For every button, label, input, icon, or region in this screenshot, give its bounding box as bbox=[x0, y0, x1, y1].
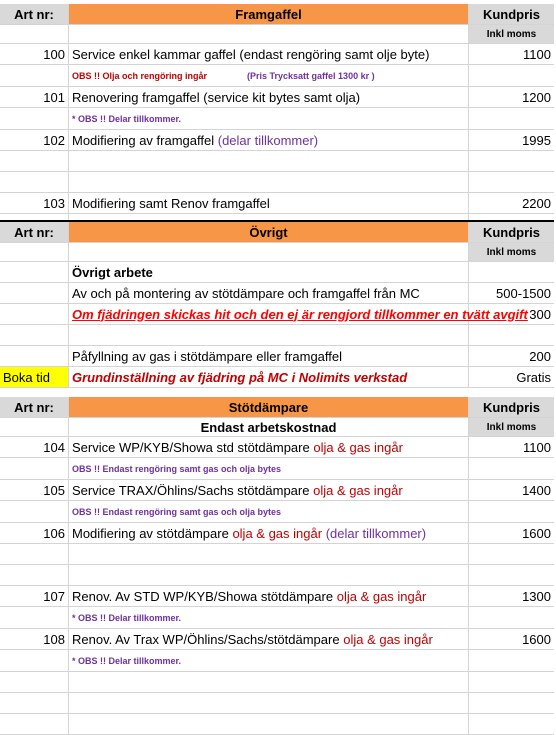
header-price: Kundpris bbox=[469, 221, 555, 243]
empty-row bbox=[0, 544, 554, 565]
row-art: 100 bbox=[0, 44, 69, 65]
row-desc bbox=[69, 480, 469, 501]
row-desc-text: Modifiering av stötdämpare bbox=[72, 525, 229, 541]
empty-row bbox=[0, 714, 554, 735]
note-purple: (Pris Trycksatt gaffel 1300 kr ) bbox=[247, 71, 375, 81]
row-desc bbox=[69, 437, 469, 458]
table-row bbox=[0, 304, 554, 325]
row-desc: Grundinställning av fjädring på MC i Nolimits verkstad bbox=[69, 367, 469, 388]
row-note bbox=[69, 65, 469, 87]
row-price: 200 bbox=[469, 346, 555, 367]
empty-row bbox=[0, 693, 554, 714]
subheader-row bbox=[0, 25, 554, 44]
row-accent: olja & gas ingår bbox=[343, 631, 433, 647]
table-row bbox=[0, 130, 554, 151]
subheader-row bbox=[0, 418, 554, 437]
note-purple: OBS !! Endast rengöring samt gas och olja bytes bbox=[72, 464, 282, 474]
header-price-sub: Inkl moms bbox=[469, 243, 555, 262]
table-row bbox=[0, 283, 554, 304]
row-note bbox=[69, 650, 469, 672]
note-row bbox=[0, 458, 554, 480]
note-row bbox=[0, 501, 554, 523]
header-row-ovrigt bbox=[0, 221, 554, 243]
row-art: 103 bbox=[0, 193, 69, 214]
note-row bbox=[0, 108, 554, 130]
row-desc: Om fjädringen skickas hit och den ej är rengjord tillkommer en tvätt avgift bbox=[69, 304, 469, 325]
table-row bbox=[0, 629, 554, 650]
row-accent: olja & gas ingår bbox=[313, 439, 403, 455]
row-art: 107 bbox=[0, 586, 69, 607]
header-title-framgaffel: Framgaffel bbox=[69, 4, 469, 25]
row-art: 101 bbox=[0, 87, 69, 108]
header-price-sub: Inkl moms bbox=[469, 25, 555, 44]
subheader-row bbox=[0, 243, 554, 262]
row-accent: (delar tillkommer) bbox=[217, 132, 319, 148]
row-accent: olja & gas ingår bbox=[336, 588, 427, 604]
row-desc bbox=[69, 87, 469, 108]
row-price: 500-1500 bbox=[469, 283, 555, 304]
empty-row bbox=[0, 672, 554, 693]
note-purple: * OBS !! Delar tillkommer. bbox=[72, 613, 182, 623]
note-purple: * OBS !! Delar tillkommer. bbox=[72, 114, 182, 124]
table-row bbox=[0, 523, 554, 544]
header-art: Art nr: bbox=[0, 4, 69, 25]
row-desc bbox=[69, 130, 469, 151]
header-row-framgaffel bbox=[0, 4, 554, 25]
table-row bbox=[0, 586, 554, 607]
header-price: Kundpris bbox=[469, 397, 555, 418]
ovrigt-subtitle: Övrigt arbete bbox=[69, 262, 469, 283]
note-row bbox=[0, 65, 554, 87]
empty-row bbox=[0, 151, 554, 172]
row-desc: Av och på montering av stötdämpare och framgaffel från MC bbox=[69, 283, 469, 304]
row-price: 1400 bbox=[469, 480, 555, 501]
row-price: 1300 bbox=[469, 586, 555, 607]
row-desc bbox=[69, 44, 469, 65]
row-price: 1600 bbox=[469, 629, 555, 650]
header-price-sub: Inkl moms bbox=[469, 418, 555, 437]
row-desc bbox=[69, 629, 469, 650]
row-note bbox=[69, 501, 469, 523]
row-desc-text: Service enkel kammar gaffel (endast rengöring samt olje byte) bbox=[72, 46, 430, 62]
header-price: Kundpris bbox=[469, 4, 555, 25]
header-subtitle: Endast arbetskostnad bbox=[69, 418, 469, 437]
row-note bbox=[69, 458, 469, 480]
row-desc-text: Modifiering av framgaffel bbox=[72, 132, 215, 148]
row-price: 1100 bbox=[469, 437, 555, 458]
row-art: 108 bbox=[0, 629, 69, 650]
row-desc-text: Service WP/KYB/Showa std stötdämpare bbox=[72, 439, 310, 455]
table-row bbox=[0, 87, 554, 108]
header-title-ovrigt: Övrigt bbox=[69, 221, 469, 243]
row-price: 1200 bbox=[469, 87, 555, 108]
row-desc bbox=[69, 193, 469, 214]
table-row bbox=[0, 262, 554, 283]
table-row bbox=[0, 193, 554, 214]
row-accent: olja & gas ingår bbox=[232, 525, 323, 541]
row-desc-text: Renovering framgaffel (service kit bytes samt olja) bbox=[72, 89, 361, 105]
empty-row bbox=[0, 565, 554, 586]
row-desc-text: Service TRAX/Öhlins/Sachs stötdämpare bbox=[72, 482, 310, 498]
table-row bbox=[0, 346, 554, 367]
row-art: 105 bbox=[0, 480, 69, 501]
row-price: Gratis bbox=[469, 367, 555, 388]
row-note bbox=[69, 607, 469, 629]
note-purple: * OBS !! Delar tillkommer. bbox=[72, 656, 182, 666]
row-art: 102 bbox=[0, 130, 69, 151]
note-purple: OBS !! Endast rengöring samt gas och olja bytes bbox=[72, 507, 282, 517]
table-row bbox=[0, 480, 554, 501]
row-price: 1600 bbox=[469, 523, 555, 544]
header-art: Art nr: bbox=[0, 221, 69, 243]
note-red: OBS !! Olja och rengöring ingår bbox=[72, 71, 208, 81]
boka-tid-label: Boka tid bbox=[0, 367, 69, 388]
row-price: 1100 bbox=[469, 44, 555, 65]
row-desc-text: Renov. Av STD WP/KYB/Showa stötdämpare bbox=[72, 588, 334, 604]
empty-row bbox=[0, 172, 554, 193]
row-note bbox=[69, 108, 469, 130]
header-art: Art nr: bbox=[0, 397, 69, 418]
table-ovrigt bbox=[0, 220, 554, 388]
table-row bbox=[0, 44, 554, 65]
row-desc: Påfyllning av gas i stötdämpare eller framgaffel bbox=[69, 346, 469, 367]
table-row bbox=[0, 367, 554, 388]
empty-row bbox=[0, 325, 554, 346]
row-desc bbox=[69, 523, 469, 544]
header-row-stotdampare bbox=[0, 397, 554, 418]
header-title-stotdampare: Stötdämpare bbox=[69, 397, 469, 418]
row-desc bbox=[69, 586, 469, 607]
row-price: 1995 bbox=[469, 130, 555, 151]
note-row bbox=[0, 607, 554, 629]
row-price: 2200 bbox=[469, 193, 555, 214]
table-stotdampare bbox=[0, 397, 554, 735]
table-framgaffel bbox=[0, 4, 554, 236]
row-accent: olja & gas ingår bbox=[313, 482, 403, 498]
note-row bbox=[0, 650, 554, 672]
row-price: 300 bbox=[469, 304, 555, 325]
row-art: 104 bbox=[0, 437, 69, 458]
row-art: 106 bbox=[0, 523, 69, 544]
row-desc-text: Renov. Av Trax WP/Öhlins/Sachs/stötdämpare bbox=[72, 631, 340, 647]
table-row bbox=[0, 437, 554, 458]
row-desc-text: Modifiering samt Renov framgaffel bbox=[72, 195, 270, 211]
row-accent-2: (delar tillkommer) bbox=[325, 525, 427, 541]
